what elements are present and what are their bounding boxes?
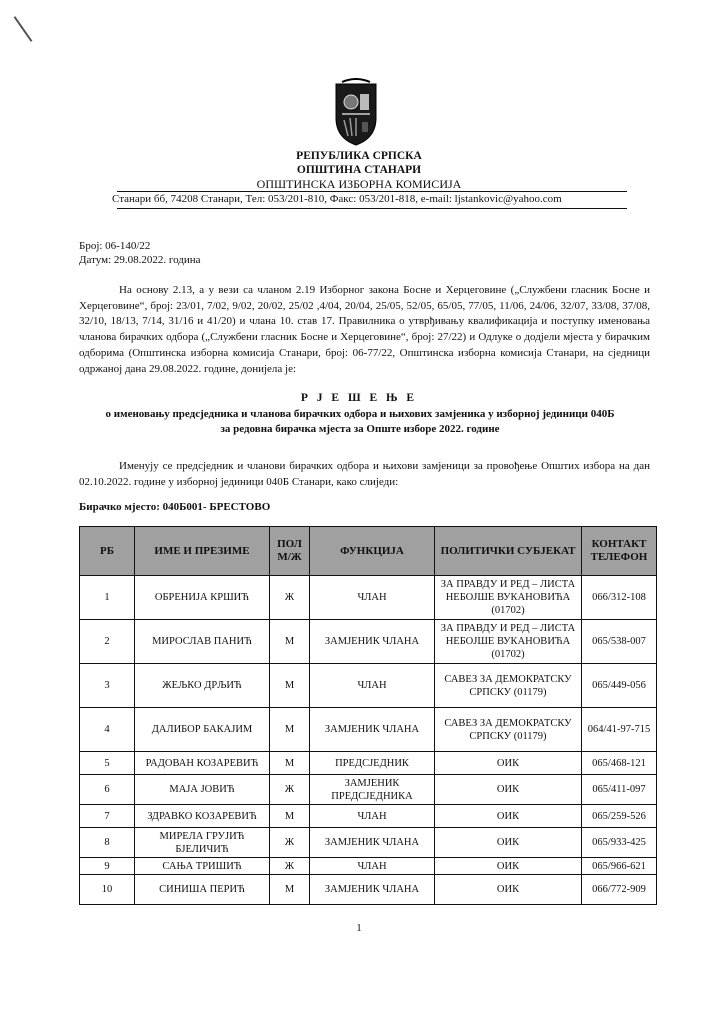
cell-phone: 065/449-056 xyxy=(582,664,657,708)
document-subtitle-line-1: о именовању предсједника и чланова бирачких одбора и њихових замјеника у изборној јединици 040Б xyxy=(105,408,615,420)
col-header-party: ПОЛИТИЧКИ СУБЈЕКАТ xyxy=(435,527,582,576)
cell-sex: М xyxy=(270,664,310,708)
cell-phone: 066/772-909 xyxy=(582,875,657,905)
cell-phone: 065/259-526 xyxy=(582,805,657,828)
cell-name: ОБРЕНИЈА КРШИЋ xyxy=(135,576,270,620)
cell-name: СИНИША ПЕРИЋ xyxy=(135,875,270,905)
cell-sex: М xyxy=(270,708,310,752)
cell-name: МИРОСЛАВ ПАНИЋ xyxy=(135,620,270,664)
cell-phone: 065/411-097 xyxy=(582,775,657,805)
page-number: 1 xyxy=(356,922,362,934)
body-paragraph: Именују се предсједник и чланови бирачких одбора и њихови замјеници за провођење Општих избора на дан 02.10.2022. године у изборној јединици 040Б Станари, како слиједи: xyxy=(79,460,650,488)
cell-function: ЗАМЈЕНИК ЧЛАНА xyxy=(310,875,435,905)
cell-rb: 1 xyxy=(80,576,135,620)
cell-rb: 5 xyxy=(80,752,135,775)
cell-rb: 3 xyxy=(80,664,135,708)
cell-name: МИРЕЛА ГРУЈИЋ БЈЕЛИЧИЋ xyxy=(135,828,270,858)
cell-sex: Ж xyxy=(270,576,310,620)
cell-function: ЧЛАН xyxy=(310,858,435,875)
cell-sex: Ж xyxy=(270,858,310,875)
cell-party: ОИК xyxy=(435,775,582,805)
cell-rb: 7 xyxy=(80,805,135,828)
col-header-phone: КОНТАКТ ТЕЛЕФОН xyxy=(582,527,657,576)
cell-sex: Ж xyxy=(270,775,310,805)
cell-party: ОИК xyxy=(435,875,582,905)
cell-rb: 2 xyxy=(80,620,135,664)
cell-sex: М xyxy=(270,620,310,664)
cell-function: ЗАМЈЕНИК ПРЕДСЈЕДНИКА xyxy=(310,775,435,805)
cell-phone: 066/312-108 xyxy=(582,576,657,620)
contact-address: Станари бб, 74208 Станари, Тел: 053/201-810, Факс: 053/201-818, e-mail: ljstankovic@yahoo.com xyxy=(112,193,562,205)
cell-name: ДАЛИБОР БАКАЈИМ xyxy=(135,708,270,752)
cell-phone: 065/933-425 xyxy=(582,828,657,858)
cell-name: РАДОВАН КОЗАРЕВИЋ xyxy=(135,752,270,775)
table-header-row xyxy=(80,527,657,576)
polling-place-label: Бирачко мјесто: 040Б001- БРЕСТОВО xyxy=(79,501,271,513)
header-rule-bottom xyxy=(117,208,627,209)
cell-phone: 065/966-621 xyxy=(582,858,657,875)
table-row xyxy=(80,708,657,752)
table-row xyxy=(80,752,657,775)
cell-function: ЗАМЈЕНИК ЧЛАНА xyxy=(310,620,435,664)
cell-sex: Ж xyxy=(270,828,310,858)
document-title: Р Ј Е Ш Е Њ Е xyxy=(300,392,418,404)
cell-name: ЗДРАВКО КОЗАРЕВИЋ xyxy=(135,805,270,828)
table-row xyxy=(80,875,657,905)
cell-phone: 064/41-97-715 xyxy=(582,708,657,752)
table-row xyxy=(80,620,657,664)
cell-rb: 9 xyxy=(80,858,135,875)
table-row xyxy=(80,775,657,805)
committee-members-table xyxy=(79,526,657,905)
cell-phone: 065/538-007 xyxy=(582,620,657,664)
cell-party: ОИК xyxy=(435,752,582,775)
municipality-name: ОПШТИНА СТАНАРИ xyxy=(296,164,422,176)
cell-sex: М xyxy=(270,875,310,905)
col-header-sex: ПОЛ М/Ж xyxy=(270,527,310,576)
cell-function: ЧЛАН xyxy=(310,576,435,620)
col-header-function: ФУНКЦИЈА xyxy=(310,527,435,576)
cell-function: ЗАМЈЕНИК ЧЛАНА xyxy=(310,708,435,752)
col-header-name: ИМЕ И ПРЕЗИМЕ xyxy=(135,527,270,576)
cell-rb: 4 xyxy=(80,708,135,752)
table-row xyxy=(80,664,657,708)
commission-name: ОПШТИНСКА ИЗБОРНА КОМИСИЈА xyxy=(256,177,462,191)
cell-name: МАЈА ЈОВИЋ xyxy=(135,775,270,805)
cell-function: ЗАМЈЕНИК ЧЛАНА xyxy=(310,828,435,858)
cell-sex: М xyxy=(270,752,310,775)
cell-party: ОИК xyxy=(435,805,582,828)
cell-sex: М xyxy=(270,805,310,828)
cell-party: САВЕЗ ЗА ДЕМОКРАТСКУ СРПСКУ (01179) xyxy=(435,664,582,708)
cell-phone: 065/468-121 xyxy=(582,752,657,775)
intro-paragraph: На основу 2.13, а у вези са чланом 2.19 Изборног закона Босне и Херцеговине („Службени гласник Босне и Херцеговине“, број: 23/01, 7/02, 9/02, 20/02, 25/02 ,4/04, 20/04, 25/05, 52/05, 65/05, 77/05, 11/06, 24/06, 32/07, 33/08, 37/08, 32/10, 18/13, 7/14, 31/16 и 41/20) и члана 10. став 17. Правилника о утврђивању квалификација и поступку именовања чланова бирачких одбора („Службени гласник Босне и Херцеговине“, број: 27/22) и Одлуке о додјели мјеста у бирачким одборима (Општинска изборна комисија Станари, број: 06-77/22, Општинска изборна комисија Станари, на сједници одржаној дана 29.08.2022. године, донијела је: xyxy=(79,284,650,375)
cell-function: ЧЛАН xyxy=(310,664,435,708)
document-subtitle-line-2: за редовна бирачка мјеста за Опште изборе 2022. године xyxy=(220,423,500,435)
cell-rb: 6 xyxy=(80,775,135,805)
cell-rb: 10 xyxy=(80,875,135,905)
cell-party: ЗА ПРАВДУ И РЕД – ЛИСТА НЕБОЈШЕ ВУКАНОВИЋА (01702) xyxy=(435,576,582,620)
table-row xyxy=(80,858,657,875)
header-rule-top xyxy=(117,191,627,192)
table-row xyxy=(80,576,657,620)
cell-function: ПРЕДСЈЕДНИК xyxy=(310,752,435,775)
cell-name: САЊА ТРИШИЋ xyxy=(135,858,270,875)
municipality-coat-of-arms-icon xyxy=(334,78,378,146)
cell-party: ЗА ПРАВДУ И РЕД – ЛИСТА НЕБОЈШЕ ВУКАНОВИЋА (01702) xyxy=(435,620,582,664)
cell-party: ОИК xyxy=(435,828,582,858)
pen-mark xyxy=(14,16,33,42)
cell-party: ОИК xyxy=(435,858,582,875)
table-row xyxy=(80,828,657,858)
cell-party: САВЕЗ ЗА ДЕМОКРАТСКУ СРПСКУ (01179) xyxy=(435,708,582,752)
document-number: Број: 06-140/22 xyxy=(79,240,151,252)
table-row xyxy=(80,805,657,828)
cell-function: ЧЛАН xyxy=(310,805,435,828)
cell-rb: 8 xyxy=(80,828,135,858)
republic-name: РЕПУБЛИКА СРПСКА xyxy=(296,150,422,162)
cell-name: ЖЕЉКО ДРЉИЋ xyxy=(135,664,270,708)
document-date: Датум: 29.08.2022. година xyxy=(79,254,201,266)
col-header-rb: РБ xyxy=(80,527,135,576)
